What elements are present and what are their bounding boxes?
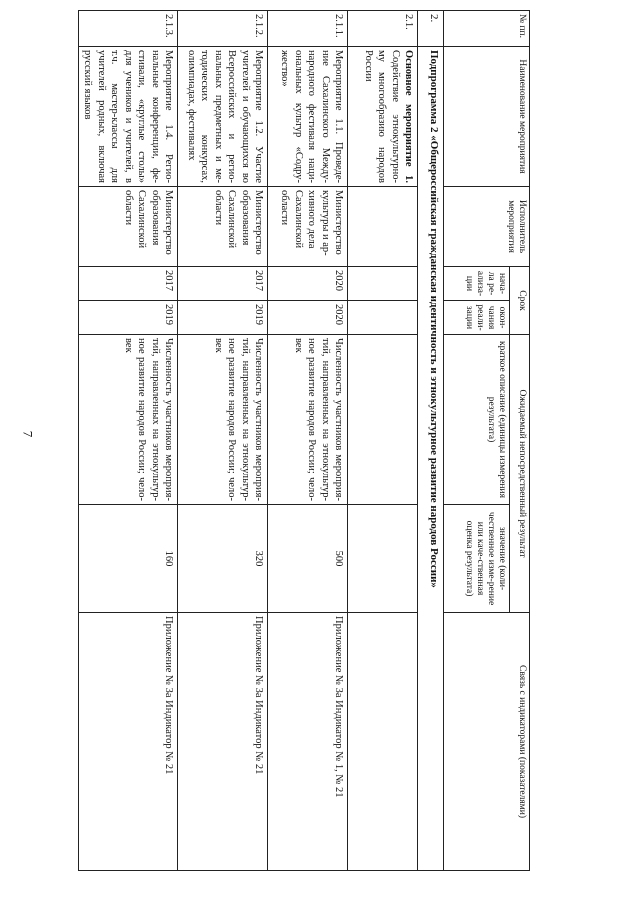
table-row (348, 11, 418, 871)
table-row (78, 11, 177, 871)
row-end: 2020 (268, 301, 348, 335)
subprogram-num: 2. (418, 11, 444, 47)
row-desc (348, 335, 418, 505)
row-value (348, 505, 418, 613)
row-start: 2020 (268, 267, 348, 301)
subprogram-title: Подпрограмма 2 «Общероссийская гражданская идентичность и этнокультурное развитие народов России» (418, 47, 444, 871)
row-name: Мероприятие 1.4. Регио-нальные конференции, фе-стивали, «круглые столы» для учеников и учителей, в т.ч. мастер-классы для учителей родных, включая русский языков (78, 47, 177, 187)
subprogram-row (418, 11, 444, 871)
header-executor: Исполнитель мероприятия (444, 187, 530, 267)
row-executor: Министерство образования Сахалинской области (178, 187, 268, 267)
row-link: Приложение № 3а Индикатор № 21 (78, 613, 177, 871)
header-link: Связь с индикаторами (показателями) (444, 613, 530, 871)
row-end (348, 301, 418, 335)
row-value: 500 (268, 505, 348, 613)
row-num: 2.1.2. (178, 11, 268, 47)
page-number: 7 (20, 430, 36, 438)
row-name: Мероприятие 1.2. Участие учителей и обучающихся во Всероссийских и регио-нальных предметных и ме-тодических конкурсах, олимпиадах, фестивалях (178, 47, 268, 187)
row-value: 320 (178, 505, 268, 613)
row-executor: Министерство образования Сахалинской области (78, 187, 177, 267)
row-desc: Численность участников мероприя-тий, направленных на этнокультур-ное развитие народов России; чело-век (178, 335, 268, 505)
row-value: 160 (78, 505, 177, 613)
row-executor (348, 187, 418, 267)
header-row-1 (510, 11, 530, 871)
header-term-end: окон-чания реали-зации (444, 301, 510, 335)
row-link: Приложение № 3а Индикатор № 21 (178, 613, 268, 871)
header-result-value: значение (коли-чественное изме-рение или каче-ственная оценка результата) (444, 505, 510, 613)
row-name (348, 47, 418, 187)
row-desc: Численность участников мероприя-тий, направленных на этнокультур-ное развитие народов России; чело-век (78, 335, 177, 505)
table-row (268, 11, 348, 871)
row-executor: Министерство культуры и ар-хивного дела Сахалинской области (268, 187, 348, 267)
activities-table (78, 10, 530, 871)
row-desc: Численность участников мероприя-тий, направленных на этнокультур-ное развитие народов России; чело-век (268, 335, 348, 505)
row-num: 2.1.1. (268, 11, 348, 47)
row-end: 2019 (178, 301, 268, 335)
header-result: Ожидаемый непосредственный результат (510, 335, 530, 613)
row-start: 2017 (178, 267, 268, 301)
row-num: 2.1. (348, 11, 418, 47)
header-result-desc: краткое описание (единицы измерения результата) (444, 335, 510, 505)
row-link (348, 613, 418, 871)
table-row (178, 11, 268, 871)
row-start (348, 267, 418, 301)
rotated-table-container (82, 10, 530, 870)
row-name: Мероприятие 1.1. Проведе-ние Сахалинского Между-народного фестиваля наци-ональных культур «Содру-жество» (268, 47, 348, 187)
header-term-start: нача-ла ре-ализа-ции (444, 267, 510, 301)
row-name-rest: Содействие этнокультурно-му многообразию народов России (362, 50, 401, 183)
header-num: № пп. (444, 11, 530, 47)
header-name: Наименование мероприятия (444, 47, 530, 187)
row-end: 2019 (78, 301, 177, 335)
header-term: Срок (510, 267, 530, 335)
row-name-bold: Основное мероприятие 1. (403, 50, 414, 183)
row-num: 2.1.3. (78, 11, 177, 47)
row-link: Приложение № 3а Индикатор № 1, № 21 (268, 613, 348, 871)
row-start: 2017 (78, 267, 177, 301)
